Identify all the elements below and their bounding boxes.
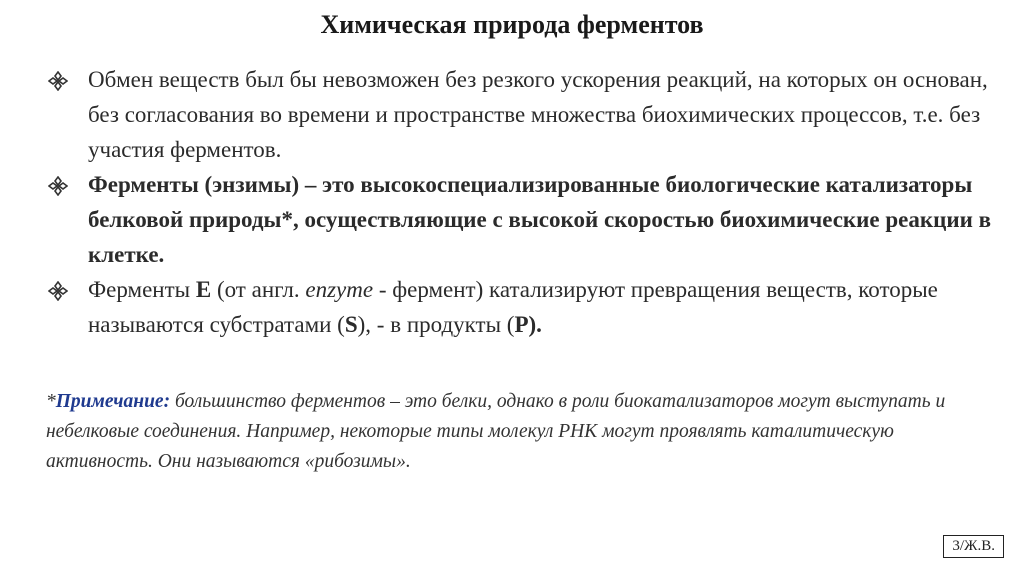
slide-title: Химическая природа ферментов	[320, 10, 704, 39]
bullet-text-part: (от англ.	[211, 277, 306, 302]
substrate-symbol: S	[344, 312, 358, 337]
enzyme-word: enzyme	[305, 277, 374, 302]
enzyme-symbol: E	[195, 277, 212, 302]
bullet-text: Ферменты (энзимы) – это высокоспециализированные биологические катализаторы белковой природы*, осуществляющие с высокой скоростью биохимические реакции в клетке.	[88, 172, 992, 267]
bullet-text-part: Ферменты	[88, 277, 196, 302]
bullet-list	[46, 62, 996, 342]
footnote	[46, 387, 996, 477]
bullet-item-2	[46, 167, 996, 272]
bullet-text-part: - фермент) катализируют превращения веществ, которые называются субстратами (	[88, 277, 938, 337]
author-badge: 3/Ж.В.	[943, 535, 1004, 558]
diamond-bullet-icon	[48, 176, 68, 196]
footnote-asterisk: *	[46, 391, 56, 412]
diamond-bullet-icon	[48, 71, 68, 91]
footnote-label: Примечание:	[55, 391, 171, 412]
product-symbol: P).	[514, 312, 542, 337]
diamond-bullet-icon	[48, 281, 68, 301]
footnote-text: большинство ферментов – это белки, однако в роли биокатализаторов могут выступать и небелковые соединения. Например, некоторые типы молекул РНК могут проявлять каталитическую активность. Они называются «рибозимы».	[46, 391, 946, 472]
bullet-item-1	[46, 62, 996, 167]
bullet-text-part: ), - в продукты (	[357, 312, 515, 337]
bullet-text: Обмен веществ был бы невозможен без резкого ускорения реакций, на которых он основан, без согласования во времени и пространстве множества биохимических процессов, т.е. без участия ферментов.	[88, 67, 988, 162]
bullet-item-3	[46, 272, 996, 342]
